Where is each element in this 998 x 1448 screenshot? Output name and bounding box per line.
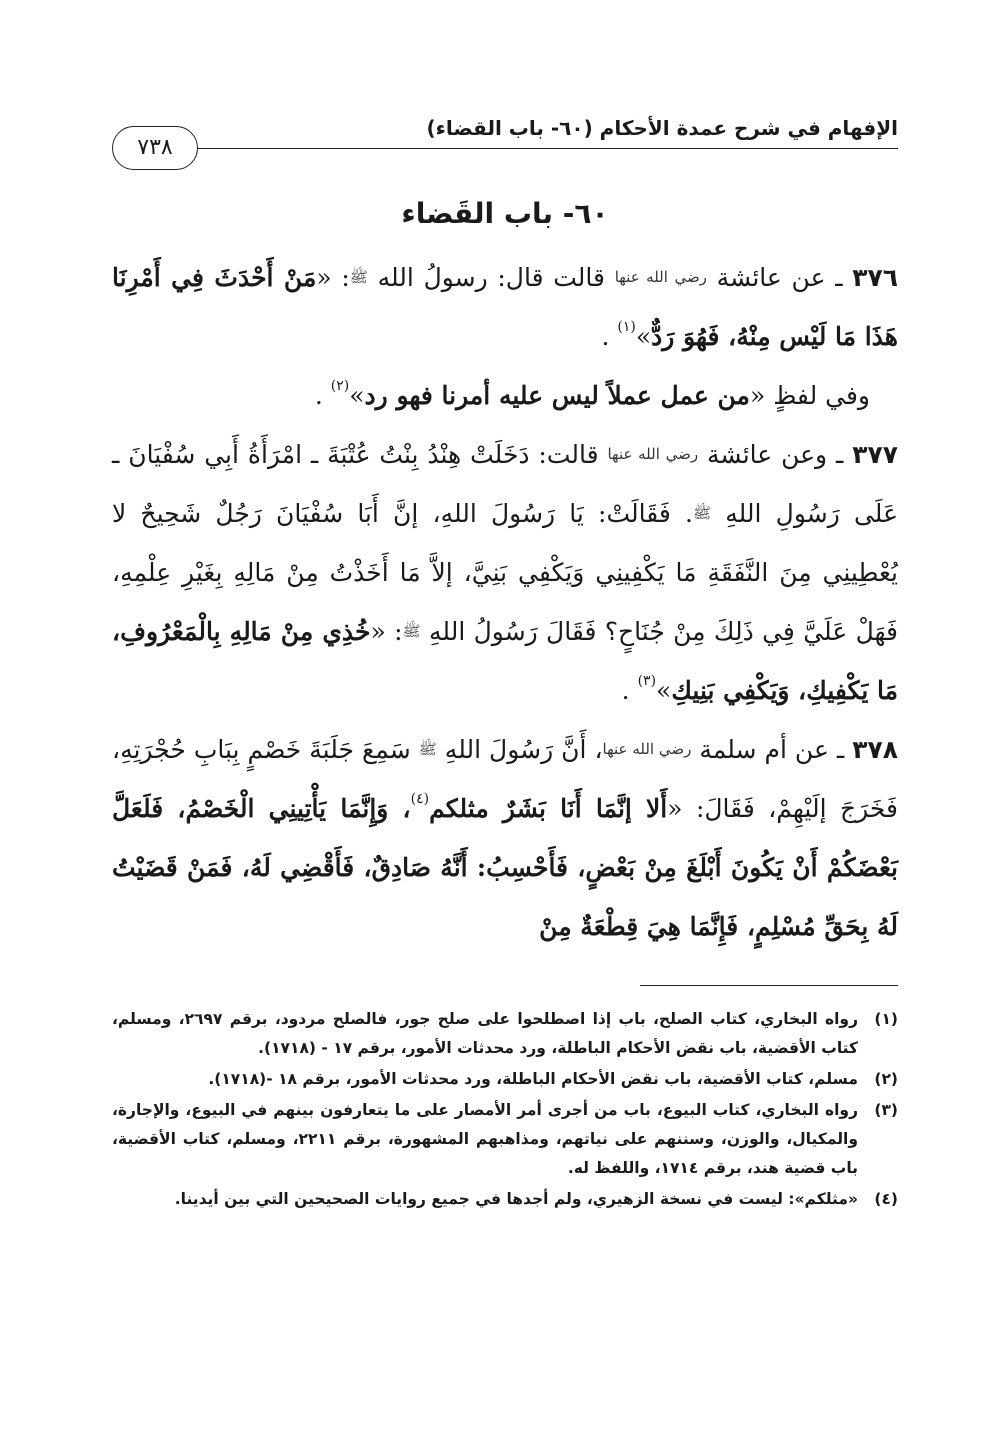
chapter-title: ٦٠- باب القَضاء xyxy=(401,197,609,230)
footnote-ref-3[interactable]: (٣) xyxy=(637,673,657,689)
honorific: رضي الله عنها xyxy=(602,740,692,758)
footnote-label: (٤) xyxy=(874,1190,898,1208)
footnotes xyxy=(112,1005,898,1216)
footnote-label: (١) xyxy=(874,1010,898,1028)
salutation: ﷺ xyxy=(349,268,368,286)
quote-close: » xyxy=(635,322,652,351)
hadith-number: ٣٧٨ xyxy=(852,735,898,764)
hadith-text: من عمل عملاً ليس عليه أمرنا فهو رد xyxy=(364,381,750,410)
honorific: رضي الله عنها xyxy=(614,268,707,286)
footnote-label: (٢) xyxy=(874,1070,898,1088)
footnote-text: «مثلكم»: ليست في نسخة الزهيري، ولم أجدها في جميع روايات الصحيحين التي بين أيدينا. xyxy=(174,1190,858,1208)
hadith-number: ٣٧٦ xyxy=(852,263,899,292)
narration-text-2: . فَقَالَتْ: يَا رَسُولَ اللهِ، إنَّ أَبَا سُفْيَانَ رَجُلٌ شَحِيحٌ لا يُعْطِينِي مِنَ النَّفَقَةِ مَا يَكْفِينِي وَيَكْفِي بَنِيَّ، إلاَّ مَا أَخَذْتُ مِنْ مَالِهِ بِغَيْرِ عِلْمِهِ، فَهَلْ عَلَيَّ فِي ذَلِكَ مِنْ جُنَاحٍ؟ فَقَالَ رَسُولُ اللهِ xyxy=(112,499,899,646)
salutation: ﷺ xyxy=(692,504,712,522)
quote-close: » xyxy=(349,381,365,410)
honorific: رضي الله عنها xyxy=(607,445,699,463)
narration-text: قالت: دَخَلَتْ هِنْدُ بِنْتُ عُتْبَةَ ـ امْرَأَةُ أَبِي سُفْيَانَ ـ عَلَى رَسُولِ اللهِ xyxy=(112,440,898,528)
main-text xyxy=(112,248,898,956)
footnote-text: مسلم، كتاب الأقضية، باب نقض الأحكام الباطلة، ورد محدثات الأمور، برقم ١٨ -(١٧١٨). xyxy=(208,1070,858,1088)
quote-open: : « xyxy=(370,617,403,646)
footnote-4 xyxy=(112,1185,898,1214)
salutation: ﷺ xyxy=(418,740,437,758)
footnote-3 xyxy=(112,1096,898,1183)
footnote-text: رواه البخاري، كتاب البيوع، باب من أجرى أمر الأمصار على ما يتعارفون بينهم في البيوع، والإجارة، والمكيال، والوزن، وسننهم على نياتهم، ومذاهبهم المشهورة، برقم ٢٢١١، ومسلم، كتاب الأقضية، باب قضية هند، برقم ١٧١٤، واللفظ له. xyxy=(112,1101,858,1177)
narration-text: قالت قال: رسولُ الله xyxy=(367,263,615,292)
footnote-ref-4[interactable]: (٤) xyxy=(410,791,430,807)
quote-open: : « xyxy=(316,263,350,292)
salutation: ﷺ xyxy=(402,622,421,640)
hadith-376-variant xyxy=(112,366,898,425)
page-header xyxy=(112,108,898,160)
hadith-intro: ـ عن أم سلمة xyxy=(691,735,853,764)
hadith-376 xyxy=(112,248,898,366)
footnote-2 xyxy=(112,1065,898,1094)
running-title: الإفهام في شرح عمدة الأحكام (٦٠- باب القضاء) xyxy=(426,116,898,140)
hadith-378 xyxy=(112,720,898,956)
narration-text: ، أَنَّ رَسُولَ اللهِ xyxy=(436,735,603,764)
hadith-number: ٣٧٧ xyxy=(852,440,898,469)
hadith-intro: ـ وعن عائشة xyxy=(698,440,853,469)
footnote-ref-1[interactable]: (١) xyxy=(617,319,636,335)
footnote-1 xyxy=(112,1005,898,1063)
hadith-text-2: ، وَإِنَّمَا يَأْتِينِي الْخَصْمُ، فَلَعَلَّ بَعْضَكُمْ أَنْ يَكُونَ أَبْلَغَ مِنْ بَعْضٍ، فَأَحْسِبُ: أَنَّهُ صَادِقٌ، فَأَقْضِي لَهُ، فَمَنْ قَضَيْتُ لَهُ بِحَقِّ مُسْلِمٍ، فَإِنَّمَا هِيَ قِطْعَةٌ مِنْ xyxy=(112,794,898,941)
footnote-text: رواه البخاري، كتاب الصلح، باب إذا اصطلحوا على صلح جور، فالصلح مردود، برقم ٢٦٩٧، ومسلم، كتاب الأقضية، باب نقض الأحكام الباطلة، ورد محدثات الأمور، برقم ١٧ - (١٧١٨). xyxy=(112,1010,858,1057)
hadith-text: أَلا إنَّمَا أَنَا بَشَرٌ مثلكم xyxy=(429,794,668,823)
hadith-text: خُذِي مِنْ مَالِهِ بِالْمَعْرُوفِ، مَا يَكْفِيكِ، وَيَكْفِي بَنِيكِ xyxy=(112,617,898,705)
sentence-end: . xyxy=(601,322,618,351)
header-rule xyxy=(196,148,898,149)
footnote-ref-2[interactable]: (٢) xyxy=(330,378,350,394)
quote-close: » xyxy=(656,676,672,705)
sentence-end: . xyxy=(314,381,331,410)
hadith-377 xyxy=(112,425,898,720)
variant-intro: وفي لفظٍ « xyxy=(749,381,870,410)
narration-text-2: سَمِعَ جَلَبَةَ خَصْمٍ بِبَابِ حُجْرَتِهِ، فَخَرَجَ إلَيْهِمْ، فَقَالَ: « xyxy=(112,735,898,823)
page-number: ٧٣٨ xyxy=(112,126,198,170)
footnote-separator xyxy=(640,985,898,986)
footnote-label: (٣) xyxy=(874,1101,898,1119)
hadith-text: مَنْ أَحْدَثَ فِي أَمْرِنَا هَذَا مَا لَيْس مِنْهُ، فَهُوَ رَدٌّ xyxy=(112,263,898,351)
sentence-end: . xyxy=(621,676,638,705)
hadith-intro: ـ عن عائشة xyxy=(706,263,853,292)
